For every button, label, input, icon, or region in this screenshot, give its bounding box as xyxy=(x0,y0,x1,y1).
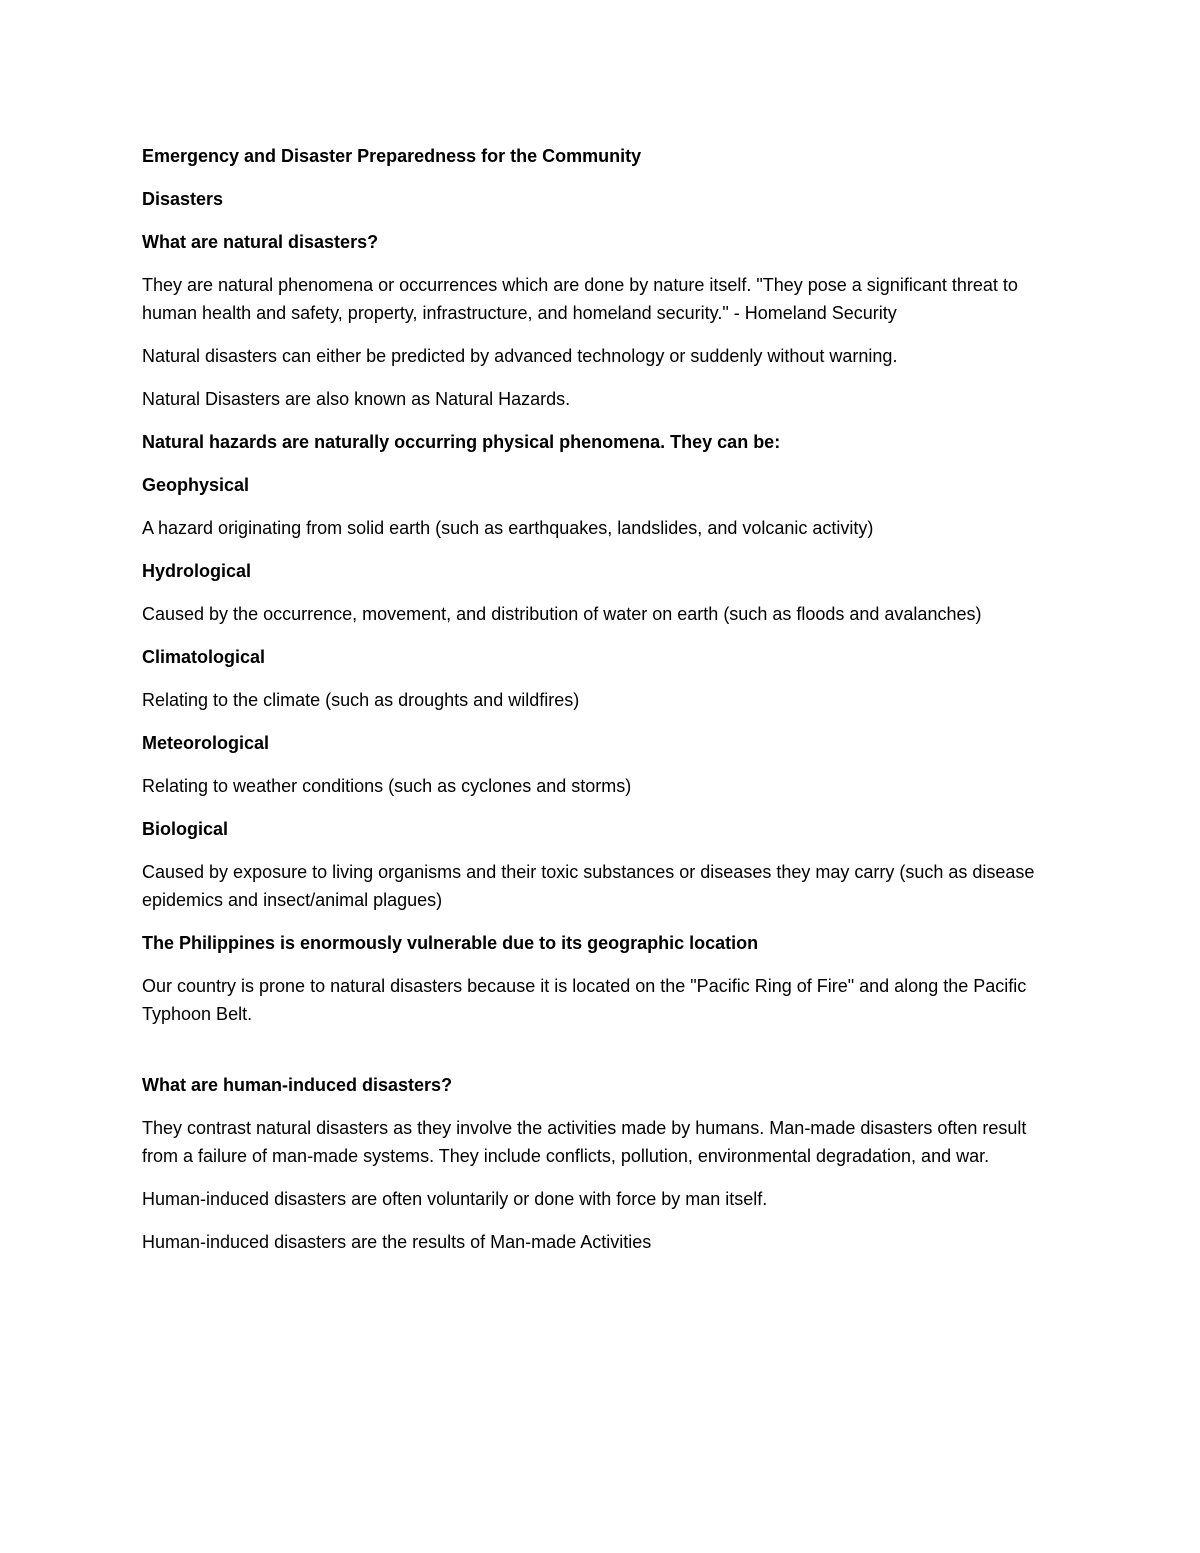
hazard-type-description: Relating to the climate (such as droughts and wildfires) xyxy=(142,690,580,710)
hazard-type-description: A hazard originating from solid earth (such as earthquakes, landslides, and volcanic activity) xyxy=(142,518,874,538)
question-natural-disasters: What are natural disasters? xyxy=(142,232,379,252)
human-induced-definition: They contrast natural disasters as they involve the activities made by humans. Man-made disasters often result from a failure of man-made systems. They include conflicts, pollution, environmental degradation, and war. xyxy=(142,1118,1027,1166)
section-heading-disasters: Disasters xyxy=(142,189,224,209)
human-induced-results: Human-induced disasters are the results of Man-made Activities xyxy=(142,1232,652,1252)
document-body xyxy=(142,142,1062,1271)
paragraph-spacer xyxy=(142,1043,1062,1071)
hazard-type-heading: Climatological xyxy=(142,647,266,667)
hazard-type-heading: Hydrological xyxy=(142,561,252,581)
natural-disasters-prediction: Natural disasters can either be predicted by advanced technology or suddenly without warning. xyxy=(142,346,898,366)
hazard-type-heading: Biological xyxy=(142,819,229,839)
document-title: Emergency and Disaster Preparedness for the Community xyxy=(142,146,642,166)
hazard-type-description: Caused by exposure to living organisms and their toxic substances or diseases they may carry (such as disease epidemics and insect/animal plagues) xyxy=(142,862,1035,910)
natural-hazards-intro: Natural hazards are naturally occurring physical phenomena. They can be: xyxy=(142,432,781,452)
hazard-type-description: Caused by the occurrence, movement, and distribution of water on earth (such as floods and avalanches) xyxy=(142,604,982,624)
natural-disasters-aka: Natural Disasters are also known as Natural Hazards. xyxy=(142,389,571,409)
question-human-induced-disasters: What are human-induced disasters? xyxy=(142,1075,453,1095)
human-induced-voluntary: Human-induced disasters are often voluntarily or done with force by man itself. xyxy=(142,1189,768,1209)
natural-disasters-definition: They are natural phenomena or occurrences which are done by nature itself. "They pose a significant threat to human health and safety, property, infrastructure, and homeland security." - Homeland Security xyxy=(142,275,1018,323)
hazard-type-heading: Meteorological xyxy=(142,733,270,753)
hazard-type-description: Relating to weather conditions (such as cyclones and storms) xyxy=(142,776,632,796)
philippines-heading: The Philippines is enormously vulnerable due to its geographic location xyxy=(142,933,759,953)
philippines-text: Our country is prone to natural disasters because it is located on the "Pacific Ring of Fire" and along the Pacific Typhoon Belt. xyxy=(142,976,1027,1024)
hazard-type-heading: Geophysical xyxy=(142,475,250,495)
